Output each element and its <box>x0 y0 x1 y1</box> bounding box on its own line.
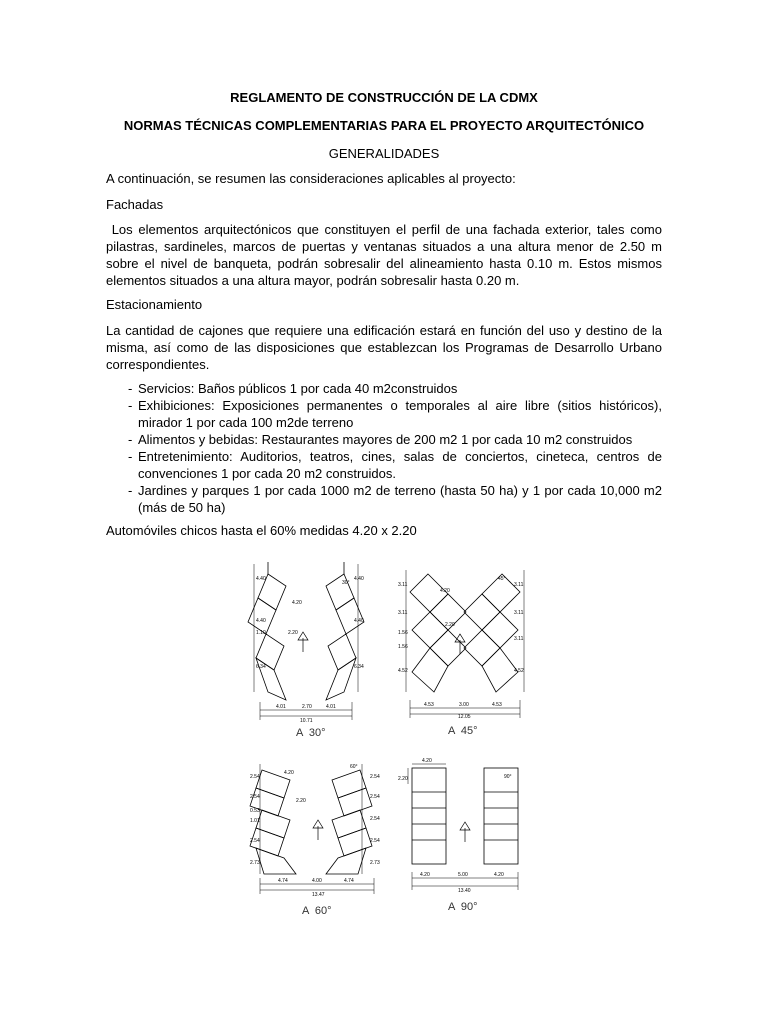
figure-caption-a90: A 90° <box>448 901 478 913</box>
bullet-dash: - <box>128 449 133 464</box>
dim-label: 3.11 <box>514 636 524 642</box>
parking-stall <box>326 848 366 874</box>
bullet-dash: - <box>128 381 133 396</box>
dim-label: 2.54 <box>370 794 380 800</box>
parking-stall <box>412 612 448 648</box>
dim-label: 3.11 <box>398 582 408 588</box>
figure-caption-a45: A 45° <box>448 725 478 737</box>
parking-layout-drawings <box>240 552 530 922</box>
parking-bay-left <box>412 768 446 864</box>
list-item-text: Jardines y parques 1 por cada 1000 m2 de terreno (hasta 50 ha) y 1 por cada 10,000 m2 (más de 50 ha) <box>138 483 662 515</box>
parking-bay-right <box>484 768 518 864</box>
dim-label: 2.54 <box>370 816 380 822</box>
list-item <box>106 431 662 448</box>
dim-label: 3.11 <box>514 582 524 588</box>
parking-stall <box>412 648 448 692</box>
dim-label: 4.01 <box>326 704 336 710</box>
dim-label: 1.10 <box>256 630 266 636</box>
dim-label: 3.11 <box>398 610 408 616</box>
parking-stall <box>336 598 364 634</box>
dim-label: 4.20 <box>440 588 450 594</box>
dim-label: 1.56 <box>398 644 408 650</box>
dim-label: 6.34 <box>256 664 266 670</box>
dim-label: 2.54 <box>370 838 380 844</box>
dim-label: 4.52 <box>398 668 408 674</box>
diagram-a45 <box>406 570 524 718</box>
bullet-dash: - <box>128 398 133 413</box>
dim-label: 4.40 <box>354 618 364 624</box>
dim-label: 1.56 <box>398 630 408 636</box>
parking-stall <box>326 574 354 610</box>
dim-label: 4.74 <box>278 878 288 884</box>
dim-label: 4.20 <box>422 758 432 764</box>
dim-label: 5.00 <box>458 872 468 878</box>
dim-label: 13.47 <box>312 892 325 898</box>
dim-label: 13.40 <box>458 888 471 894</box>
dim-label: 6.34 <box>354 664 364 670</box>
angle-label: 30° <box>342 580 350 586</box>
section-heading: GENERALIDADES <box>328 146 440 161</box>
dim-label: 2.73 <box>370 860 380 866</box>
list-item-text: Servicios: Baños públicos 1 por cada 40 m2construidos <box>138 381 458 396</box>
figure-caption-a60: A 60° <box>302 905 332 917</box>
bullet-dash: - <box>128 483 133 498</box>
dim-label: 2.20 <box>398 776 408 782</box>
list-item-text: Entretenimiento: Auditorios, teatros, cines, salas de conciertos, cineteca, centros de convenciones 1 por cada 20 m2 construidos. <box>138 449 662 481</box>
fachadas-heading: Fachadas <box>106 197 164 212</box>
dim-label: 3.00 <box>459 702 469 708</box>
dim-label: 2.20 <box>288 630 298 636</box>
dim-label: 2.54 <box>370 774 380 780</box>
dim-label: 0.53 <box>250 808 260 814</box>
list-item-text: Exhibiciones: Exposiciones permanentes o temporales al aire libre (sitios históricos), mirador 1 por cada 100 m2de terreno <box>138 398 662 430</box>
parking-requirements-list <box>106 380 662 516</box>
dim-label: 4.53 <box>424 702 434 708</box>
dim-label: 4.00 <box>312 878 322 884</box>
parking-stall <box>482 648 518 692</box>
parking-stall <box>482 612 518 648</box>
parking-stall <box>326 658 356 700</box>
parking-stall <box>256 848 296 874</box>
dim-label: 4.52 <box>514 668 524 674</box>
document-title: REGLAMENTO DE CONSTRUCCIÓN DE LA CDMX <box>230 90 538 105</box>
dim-label: 2.54 <box>250 794 260 800</box>
parking-stall <box>464 594 500 630</box>
diagram-a60 <box>250 764 374 894</box>
dim-label: 4.40 <box>354 576 364 582</box>
dim-label: 2.20 <box>296 798 306 804</box>
list-item <box>106 380 662 397</box>
automoviles-paragraph: Automóviles chicos hasta el 60% medidas 4.20 x 2.20 <box>106 523 417 538</box>
figure-caption-a30: A 30° <box>296 727 326 739</box>
dim-label: 2.70 <box>302 704 312 710</box>
dim-label: 4.20 <box>284 770 294 776</box>
bullet-dash: - <box>128 432 133 447</box>
dim-label: 4.40 <box>256 576 266 582</box>
list-item <box>106 397 662 431</box>
dim-label: 3.11 <box>514 610 524 616</box>
list-item <box>106 448 662 482</box>
fachadas-paragraph: Los elementos arquitectónicos que constituyen el perfil de una fachada exterior, tales como pilastras, sardineles, marcos de puertas y ventanas situados a una altura menor de 2.50 m sobre el nivel de banqueta, podrán sobresalir del alineamiento hasta 0.10 m. Estos mismos elementos situados a una altura mayor, podrán sobresalir hasta 0.20 m. <box>106 222 666 288</box>
dim-label: 4.01 <box>276 704 286 710</box>
list-item <box>106 482 662 516</box>
angle-label: 90° <box>504 774 512 780</box>
dim-label: 4.20 <box>292 600 302 606</box>
document-subtitle: NORMAS TÉCNICAS COMPLEMENTARIAS PARA EL PROYECTO ARQUITECTÓNICO <box>123 118 645 133</box>
dim-label: 2.73 <box>250 860 260 866</box>
dim-label: 2.20 <box>445 622 455 628</box>
dim-label: 12.05 <box>458 714 471 720</box>
dim-label: 1.01 <box>250 818 260 824</box>
list-item-text: Alimentos y bebidas: Restaurantes mayores de 200 m2 1 por cada 10 m2 construidos <box>138 432 633 447</box>
dim-label: 2.54 <box>250 838 260 844</box>
dim-label: 10.71 <box>300 718 313 724</box>
dim-label: 4.40 <box>256 618 266 624</box>
estacionamiento-heading: Estacionamiento <box>106 297 203 312</box>
dim-label: 4.20 <box>494 872 504 878</box>
dim-label: 4.53 <box>492 702 502 708</box>
angle-label: 45° <box>498 576 506 582</box>
dim-label: 4.74 <box>344 878 354 884</box>
dim-label: 4.20 <box>420 872 430 878</box>
dim-label: 2.54 <box>250 774 260 780</box>
angle-label: 60° <box>350 764 358 770</box>
parking-stall <box>248 598 276 634</box>
estacionamiento-paragraph: La cantidad de cajones que requiere una edificación estará en función del uso y destino de la misma, así como de las disposiciones que establezcan los Programas de Desarrollo Urbano correspondientes. <box>106 323 662 372</box>
parking-stall <box>328 634 356 670</box>
intro-paragraph: A continuación, se resumen las consideraciones aplicables al proyecto: <box>106 171 516 186</box>
parking-stall <box>464 630 500 666</box>
